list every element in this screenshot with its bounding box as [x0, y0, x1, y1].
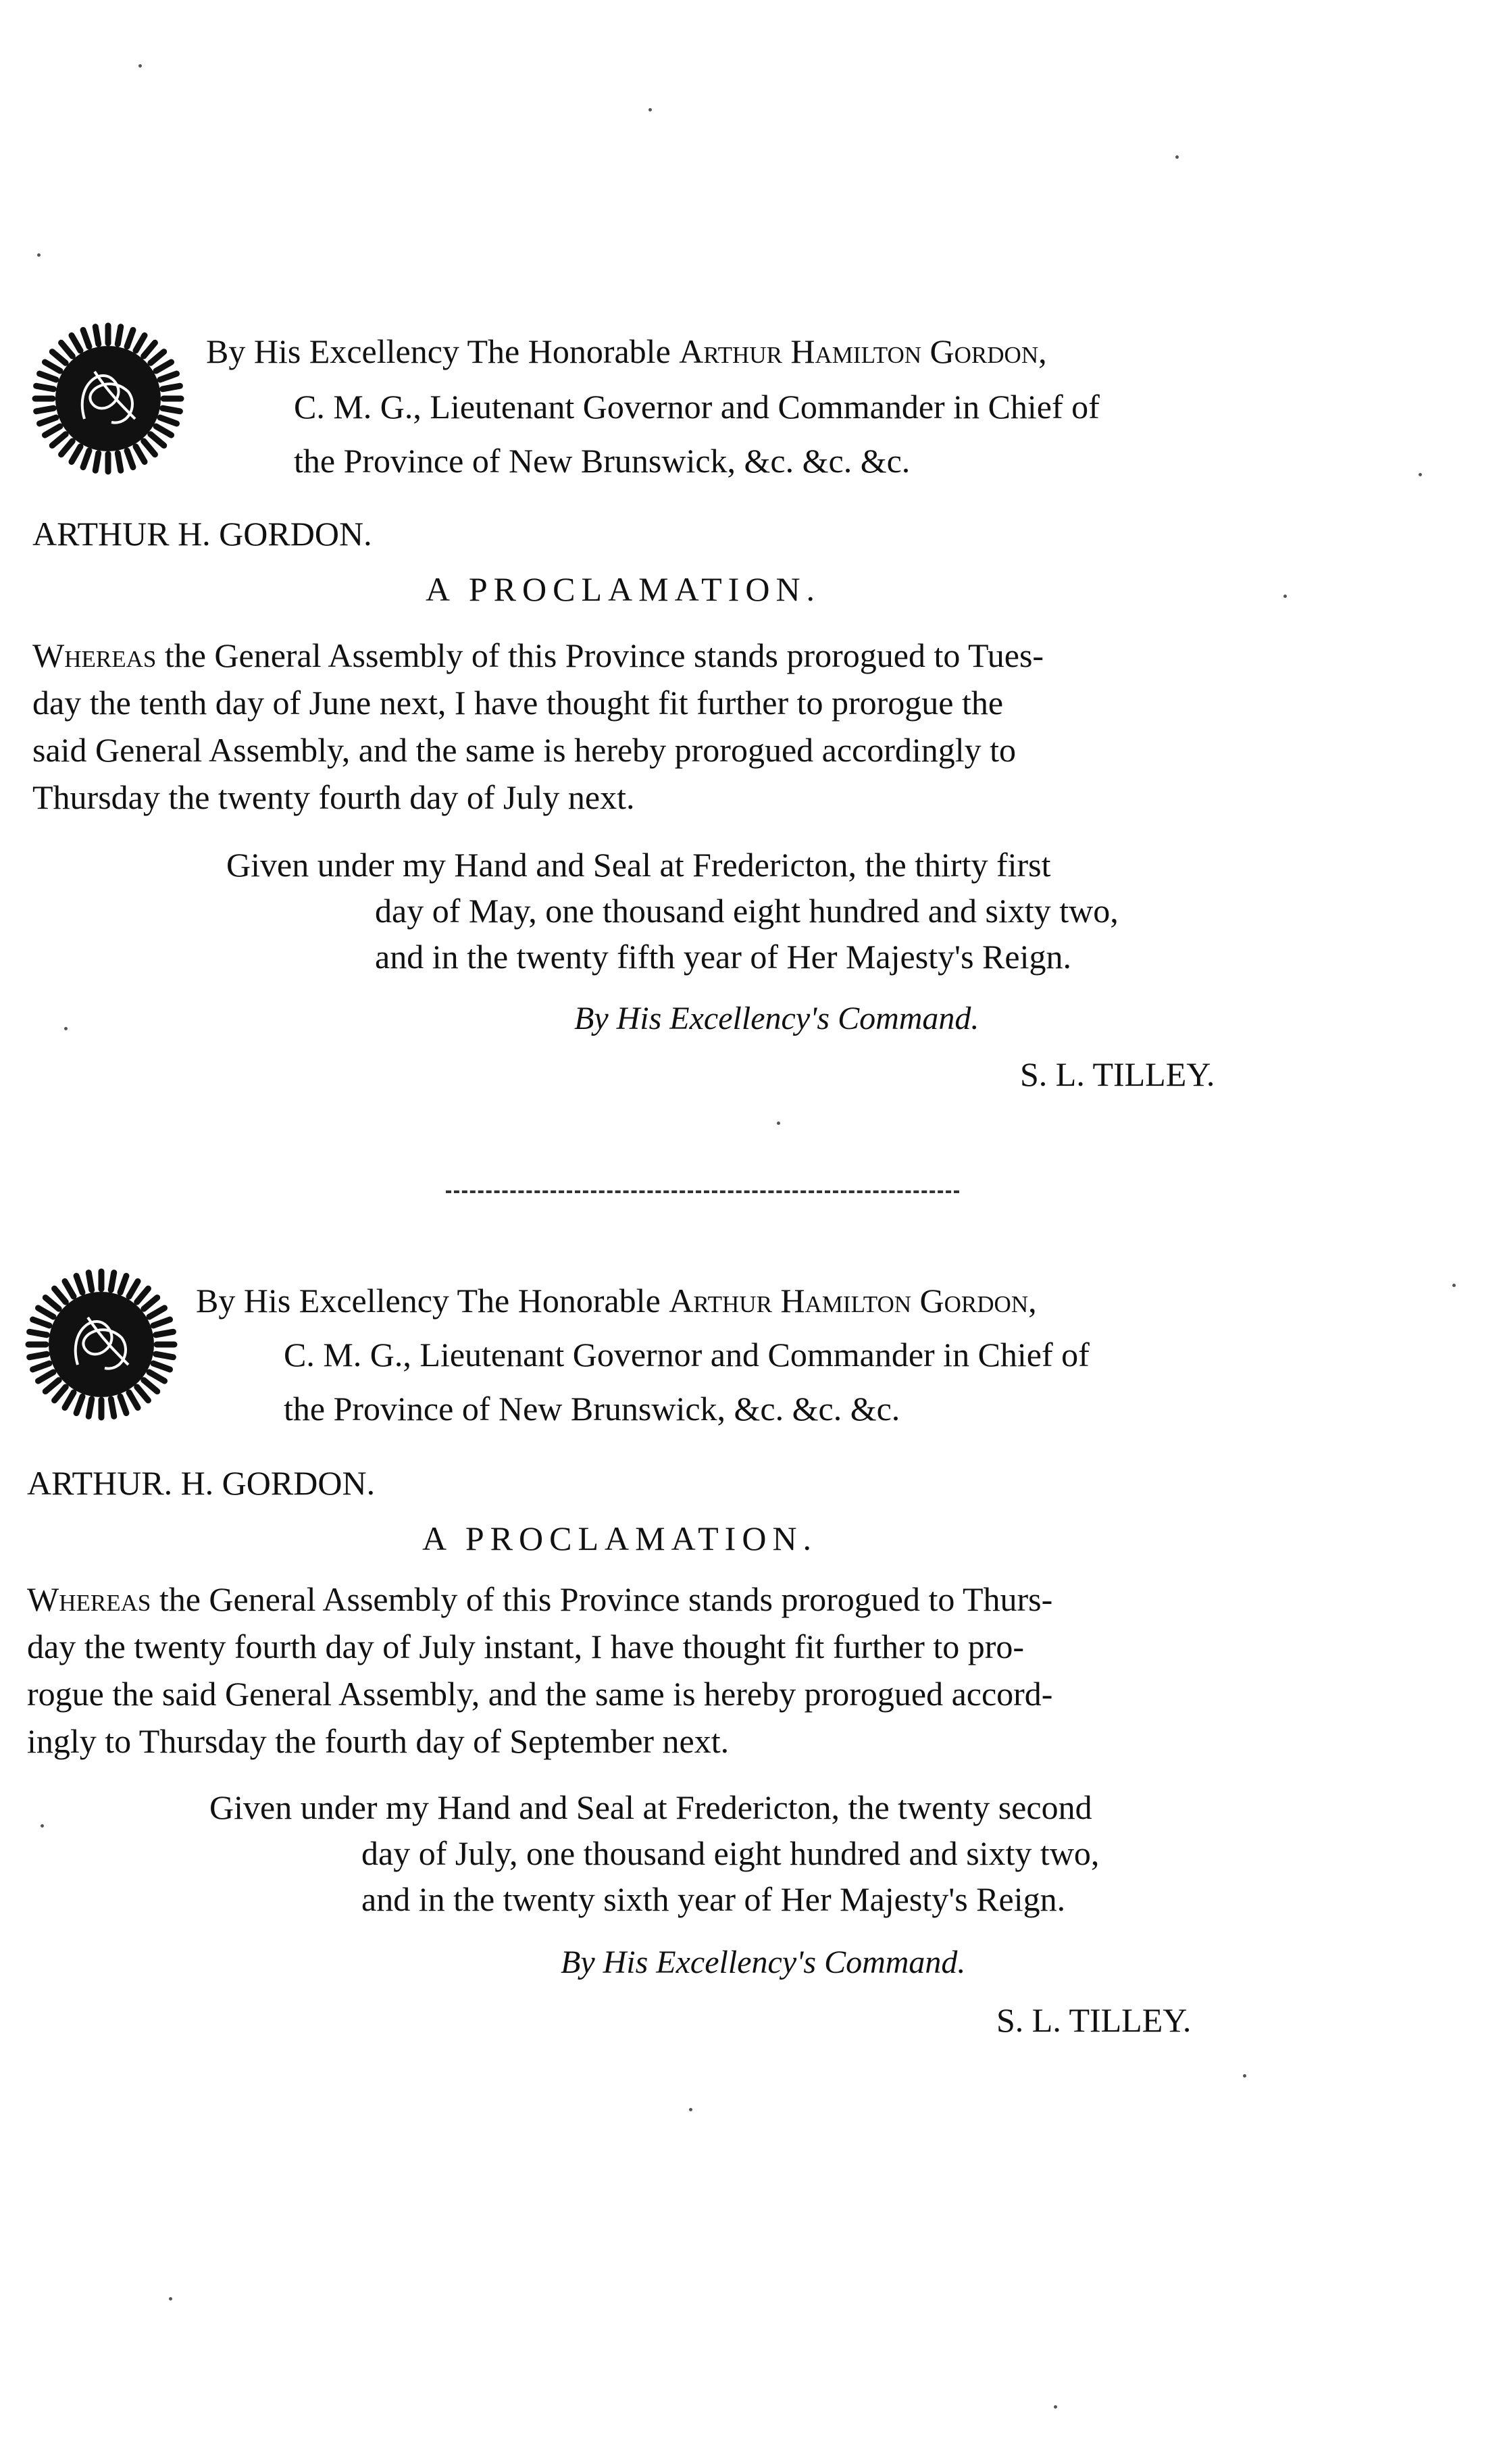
print-speck: [777, 1122, 780, 1125]
governor-signature: ARTHUR. H. GORDON.: [27, 1464, 376, 1502]
print-speck: [138, 64, 142, 68]
given-line-3: and in the twenty fifth year of Her Majesty's Reign.: [375, 938, 1071, 976]
body-line-3: rogue the said General Assembly, and the same is hereby prorogued accord-: [27, 1675, 1053, 1713]
print-speck: [1175, 155, 1179, 159]
governor-name: Arthur Hamilton Gordon,: [669, 1282, 1037, 1319]
header-line-3: the Province of New Brunswick, &c. &c. &c.: [294, 442, 911, 480]
header-line-1: [206, 331, 1047, 372]
command-line: By His Excellency's Command.: [574, 1001, 979, 1036]
print-speck: [648, 108, 652, 111]
body-line-1-text: the General Assembly of this Province stands prorogued to Thurs-: [151, 1580, 1053, 1618]
given-line-1: Given under my Hand and Seal at Fredericton, the twenty second: [209, 1788, 1092, 1826]
whereas-word: Whereas: [27, 1580, 151, 1618]
body-line-4: Thursday the twenty fourth day of July next.: [32, 778, 635, 816]
seal-icon: [27, 318, 189, 480]
print-speck: [689, 2108, 692, 2111]
secretary-signature: S. L. TILLEY.: [996, 2001, 1192, 2039]
print-speck: [1419, 473, 1422, 476]
proclamation-title: A PROCLAMATION.: [426, 570, 821, 608]
header-prefix: By His Excellency The Honorable: [206, 332, 680, 370]
print-speck: [1243, 2074, 1246, 2078]
print-speck: [1054, 2405, 1057, 2409]
proclamation-title: A PROCLAMATION.: [422, 1519, 818, 1557]
given-line-1: Given under my Hand and Seal at Fredericton, the thirty first: [226, 846, 1051, 884]
given-line-3: and in the twenty sixth year of Her Majesty's Reign.: [361, 1880, 1066, 1918]
body-line-4: ingly to Thursday the fourth day of September next.: [27, 1722, 730, 1760]
print-speck: [41, 1824, 44, 1828]
governor-signature: ARTHUR H. GORDON.: [32, 515, 372, 553]
body-line-2: day the tenth day of June next, I have thought fit further to prorogue the: [32, 684, 1004, 722]
governor-name: Arthur Hamilton Gordon,: [679, 332, 1047, 370]
header-line-2: C. M. G., Lieutenant Governor and Commander in Chief of: [294, 388, 1100, 426]
print-speck: [64, 1027, 68, 1030]
given-line-2: day of July, one thousand eight hundred and sixty two,: [361, 1834, 1100, 1872]
print-speck: [1452, 1284, 1456, 1287]
whereas-word: Whereas: [32, 636, 157, 674]
proclamation-2: [0, 956, 1503, 2039]
seal-icon: [20, 1263, 182, 1426]
given-line-2: day of May, one thousand eight hundred and sixty two,: [375, 892, 1119, 930]
proclamation-1: [0, 0, 1503, 1093]
print-speck: [1283, 595, 1287, 598]
secretary-signature: S. L. TILLEY.: [1020, 1055, 1215, 1093]
body-line-2: day the twenty fourth day of July instant, I have thought fit further to pro-: [27, 1628, 1025, 1665]
header-line-2: C. M. G., Lieutenant Governor and Commander in Chief of: [284, 1336, 1090, 1374]
print-speck: [169, 2297, 172, 2300]
body-line-1-text: the General Assembly of this Province stands prorogued to Tues-: [156, 636, 1044, 674]
header-line-3: the Province of New Brunswick, &c. &c. &c.: [284, 1390, 900, 1428]
print-speck: [37, 253, 41, 257]
body-line-3: said General Assembly, and the same is hereby prorogued accordingly to: [32, 731, 1017, 769]
body-line-1: [27, 1579, 1052, 1619]
header-line-1: [196, 1280, 1037, 1321]
body-line-1: [32, 635, 1044, 676]
command-line: By His Excellency's Command.: [561, 1944, 966, 1980]
header-prefix: By His Excellency The Honorable: [196, 1282, 669, 1319]
